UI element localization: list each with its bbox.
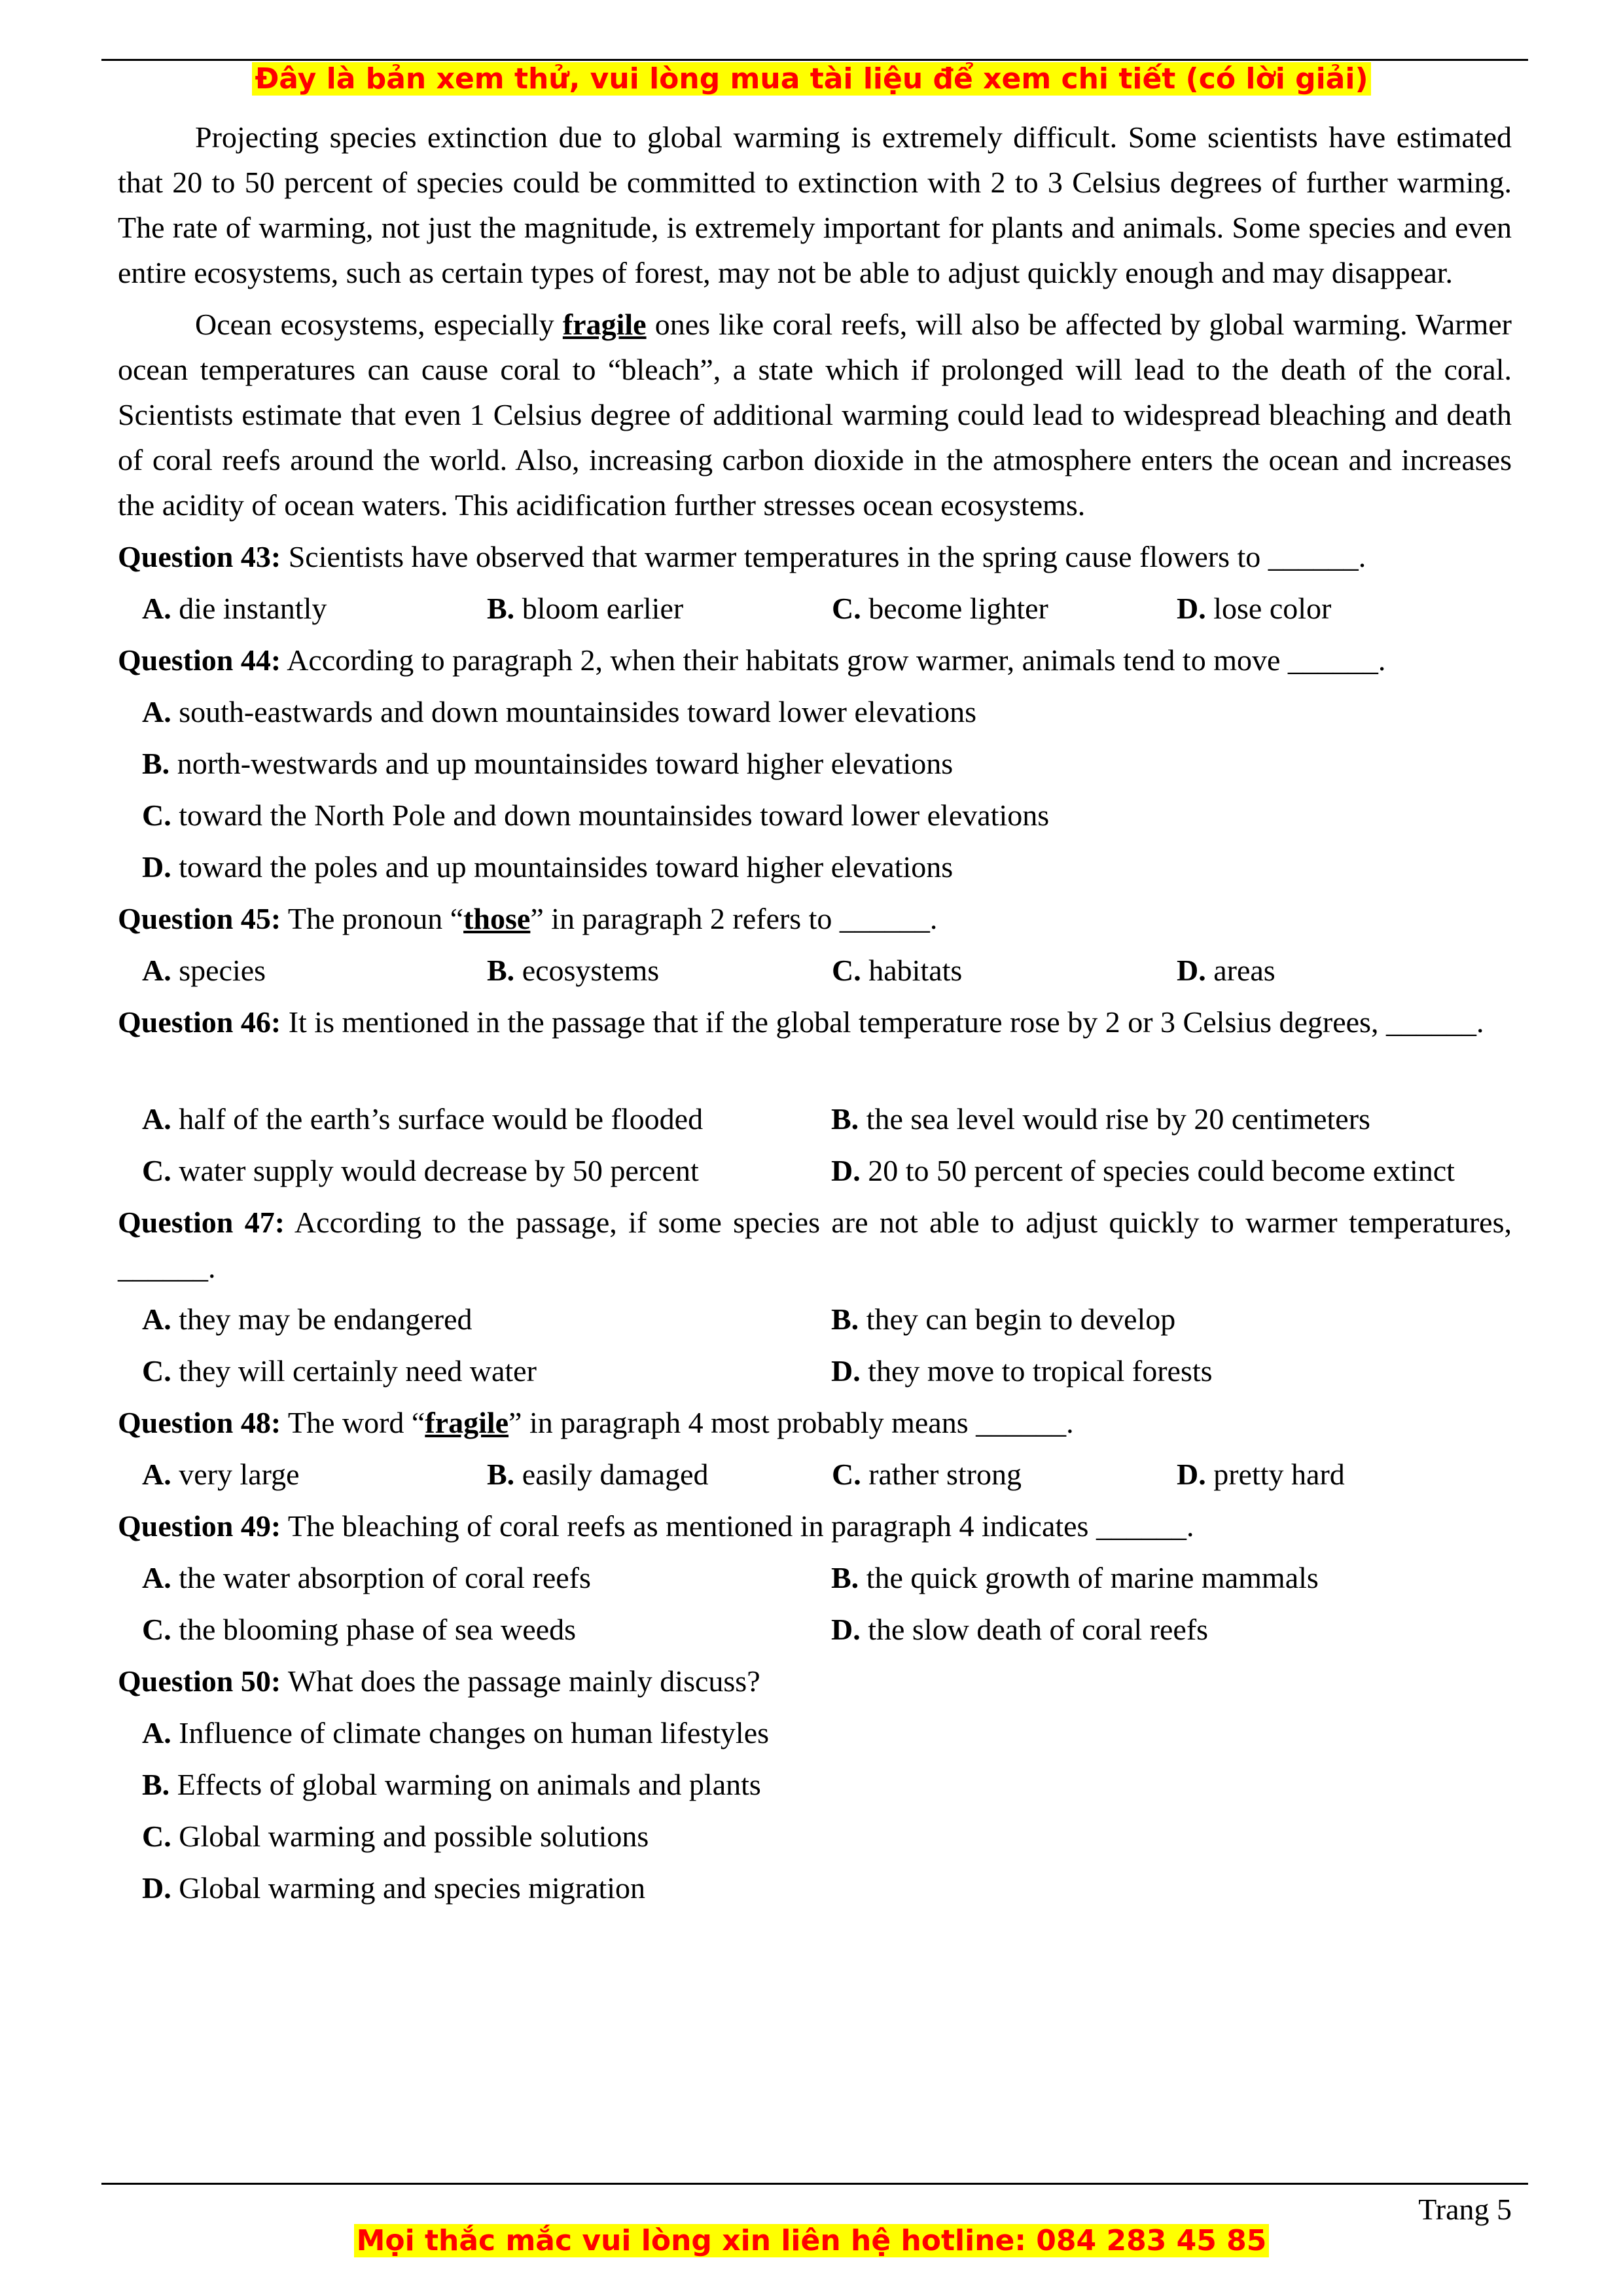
question-47: Question 47: According to the passage, if some species are not able to adjust quickly to warmer temperatures, ______. — [118, 1206, 1512, 1284]
option-b: B. easily damaged — [487, 1458, 709, 1491]
question-46-options-row-1 — [118, 1096, 1512, 1148]
keyword-fragile-question: fragile — [425, 1406, 509, 1439]
passage-paragraph-2: Ocean ecosystems, especially fragile ones like coral reefs, will also be affected by global warming. Warmer ocean temperatures can cause coral to “bleach”, a state which if prolonged will lead to the death of the coral. Scientists estimate that even 1 Celsius degree of additional warming could lead to widespread bleaching and death of coral reefs around the world. Also, increasing carbon dioxide in the atmosphere enters the ocean and increases the acidity of ocean waters. This acidification further stresses ocean ecosystems. — [118, 308, 1512, 522]
option-b: B. ecosystems — [487, 954, 660, 987]
option-c: C. they will certainly need water — [142, 1354, 537, 1388]
hotline-banner: Mọi thắc mắc vui lòng xin liên hệ hotline: 084 283 45 85 — [0, 2222, 1623, 2260]
option-a: A. very large — [142, 1458, 300, 1491]
question-49: Question 49: The bleaching of coral reefs as mentioned in paragraph 4 indicates ______. — [118, 1509, 1194, 1543]
option-d: D. they move to tropical forests — [831, 1354, 1213, 1388]
option-d: D. the slow death of coral reefs — [831, 1613, 1209, 1646]
option-a: A. the water absorption of coral reefs — [142, 1561, 591, 1594]
option-a: A. species — [142, 954, 266, 987]
document-body — [118, 115, 1512, 1917]
passage-paragraph-1: Projecting species extinction due to global warming is extremely difficult. Some scientists have estimated that 20 to 50 percent of species could be committed to extinction with 2 to 3 Celsius degrees of further warming. The rate of warming, not just the magnitude, is extremely important for plants and animals. Some species and even entire ecosystems, such as certain types of forest, may not be able to adjust quickly enough and may disappear. — [118, 120, 1512, 289]
page-number: Trang 5 — [1418, 2193, 1512, 2226]
question-44: Question 44: According to paragraph 2, when their habitats grow warmer, animals tend to move ______. — [118, 643, 1386, 677]
option-b: B. north-westwards and up mountainsides toward higher elevations — [142, 747, 954, 780]
option-c: C. water supply would decrease by 50 percent — [142, 1154, 699, 1187]
question-48: Question 48: The word “fragile” in paragraph 4 most probably means ______. — [118, 1406, 1074, 1439]
option-a: A. they may be endangered — [142, 1302, 473, 1336]
question-46-options-row-2 — [118, 1148, 1512, 1200]
option-c: C. Global warming and possible solutions — [142, 1820, 649, 1853]
option-c: C. the blooming phase of sea weeds — [142, 1613, 577, 1646]
option-a: A. half of the earth’s surface would be flooded — [142, 1102, 704, 1136]
question-45-options — [118, 948, 1512, 999]
question-46: Question 46: It is mentioned in the passage that if the global temperature rose by 2 or 3 Celsius degrees, ______. — [118, 1005, 1484, 1039]
option-a: A. south-eastwards and down mountainsides toward lower elevations — [142, 695, 976, 728]
question-43-options — [118, 586, 1512, 637]
option-d: D. areas — [1177, 954, 1275, 987]
option-b: B. the sea level would rise by 20 centimeters — [831, 1102, 1370, 1136]
question-47-options-row-2 — [118, 1348, 1512, 1400]
footer-rule — [101, 2183, 1528, 2185]
keyword-fragile: fragile — [562, 308, 647, 341]
option-d: D. lose color — [1177, 592, 1332, 625]
option-d: D. 20 to 50 percent of species could become extinct — [831, 1154, 1455, 1187]
question-45: Question 45: The pronoun “those” in paragraph 2 refers to ______. — [118, 902, 938, 935]
preview-banner: Đây là bản xem thử, vui lòng mua tài liệu để xem chi tiết (có lời giải) — [0, 60, 1623, 98]
question-43: Question 43: Scientists have observed that warmer temperatures in the spring cause flowers to ______. — [118, 540, 1366, 573]
option-b: B. they can begin to develop — [831, 1302, 1176, 1336]
question-50: Question 50: What does the passage mainly discuss? — [118, 1664, 760, 1698]
option-c: C. become lighter — [832, 592, 1048, 625]
question-49-options-row-1 — [118, 1555, 1512, 1607]
option-b: B. Effects of global warming on animals and plants — [142, 1768, 761, 1801]
option-d: D. toward the poles and up mountainsides toward higher elevations — [142, 850, 954, 884]
option-c: C. rather strong — [832, 1458, 1022, 1491]
option-a: A. die instantly — [142, 592, 327, 625]
option-d: D. pretty hard — [1177, 1458, 1345, 1491]
option-c: C. habitats — [832, 954, 963, 987]
question-47-options-row-1 — [118, 1297, 1512, 1348]
question-49-options-row-2 — [118, 1607, 1512, 1659]
option-d: D. Global warming and species migration — [142, 1871, 646, 1905]
option-b: B. bloom earlier — [487, 592, 684, 625]
keyword-those: those — [463, 902, 531, 935]
option-c: C. toward the North Pole and down mountainsides toward lower elevations — [142, 798, 1050, 832]
option-a: A. Influence of climate changes on human lifestyles — [142, 1716, 770, 1749]
option-b: B. the quick growth of marine mammals — [831, 1561, 1319, 1594]
question-48-options — [118, 1452, 1512, 1503]
